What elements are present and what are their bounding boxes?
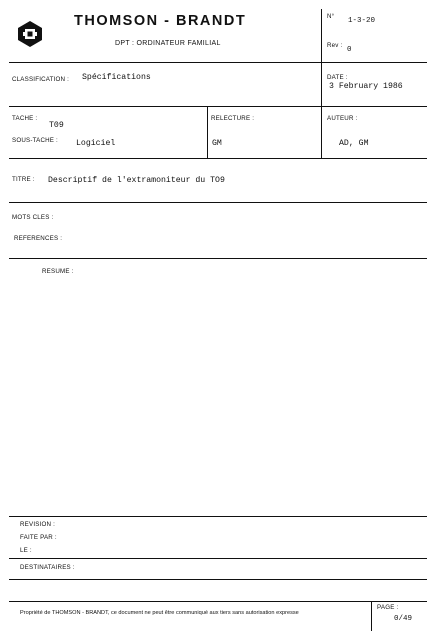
classification-value: Spécifications	[82, 73, 151, 82]
revision-history-label: REVISION :	[20, 521, 56, 528]
rule-task	[9, 158, 427, 159]
rule-revision	[9, 558, 427, 559]
le-label: LE :	[20, 547, 32, 554]
revision-number: 0	[347, 46, 352, 54]
rule-title	[9, 202, 427, 203]
document-title: Descriptif de l'extramoniteur du TO9	[48, 176, 225, 185]
classification-label: CLASSIFICATION :	[12, 76, 70, 83]
sous-tache-value: Logiciel	[76, 139, 116, 148]
company-name: THOMSON - BRANDT	[74, 13, 247, 29]
relecture-divider	[207, 106, 208, 158]
page-divider	[371, 601, 372, 631]
document-number-label: N°	[327, 13, 335, 20]
tache-value: T09	[49, 121, 64, 130]
relecture-label: RELECTURE :	[211, 115, 255, 122]
titre-label: TITRE :	[12, 176, 35, 183]
date-divider	[321, 62, 322, 106]
property-notice: Propriété de THOMSON - BRANDT, ce document ne peut être communiqué aux tiers sans autorisation expresse	[20, 610, 299, 616]
sous-tache-label: SOUS-TACHE :	[12, 137, 58, 144]
page-label: PAGE :	[377, 604, 399, 611]
faite-par-label: FAITE PAR :	[20, 534, 57, 541]
references-label: REFERENCES :	[14, 235, 63, 242]
rule-destinataires	[9, 579, 427, 580]
date-label: DATE :	[327, 74, 348, 81]
department-name: DPT : ORDINATEUR FAMILIAL	[115, 40, 221, 47]
auteur-divider	[321, 106, 322, 158]
auteur-label: AUTEUR :	[327, 115, 358, 122]
rule-header	[9, 62, 427, 63]
page-number: 0/49	[394, 615, 413, 623]
mots-cles-label: MOTS CLES :	[12, 214, 54, 221]
relecture-value: GM	[212, 139, 222, 148]
rule-footer	[9, 601, 427, 602]
document-number: 1-3-20	[348, 17, 376, 25]
rule-resume	[9, 516, 427, 517]
auteur-value: AD, GM	[339, 139, 369, 148]
revision-label: Rev :	[327, 42, 343, 49]
destinataires-label: DESTINATAIRES :	[20, 564, 75, 571]
tache-label: TACHE :	[12, 115, 38, 122]
rule-classification	[9, 106, 427, 107]
company-logo	[16, 20, 44, 48]
header-divider	[321, 9, 322, 62]
date-value: 3 February 1986	[329, 82, 403, 91]
rule-references	[9, 258, 427, 259]
resume-label: RESUME :	[42, 268, 74, 275]
